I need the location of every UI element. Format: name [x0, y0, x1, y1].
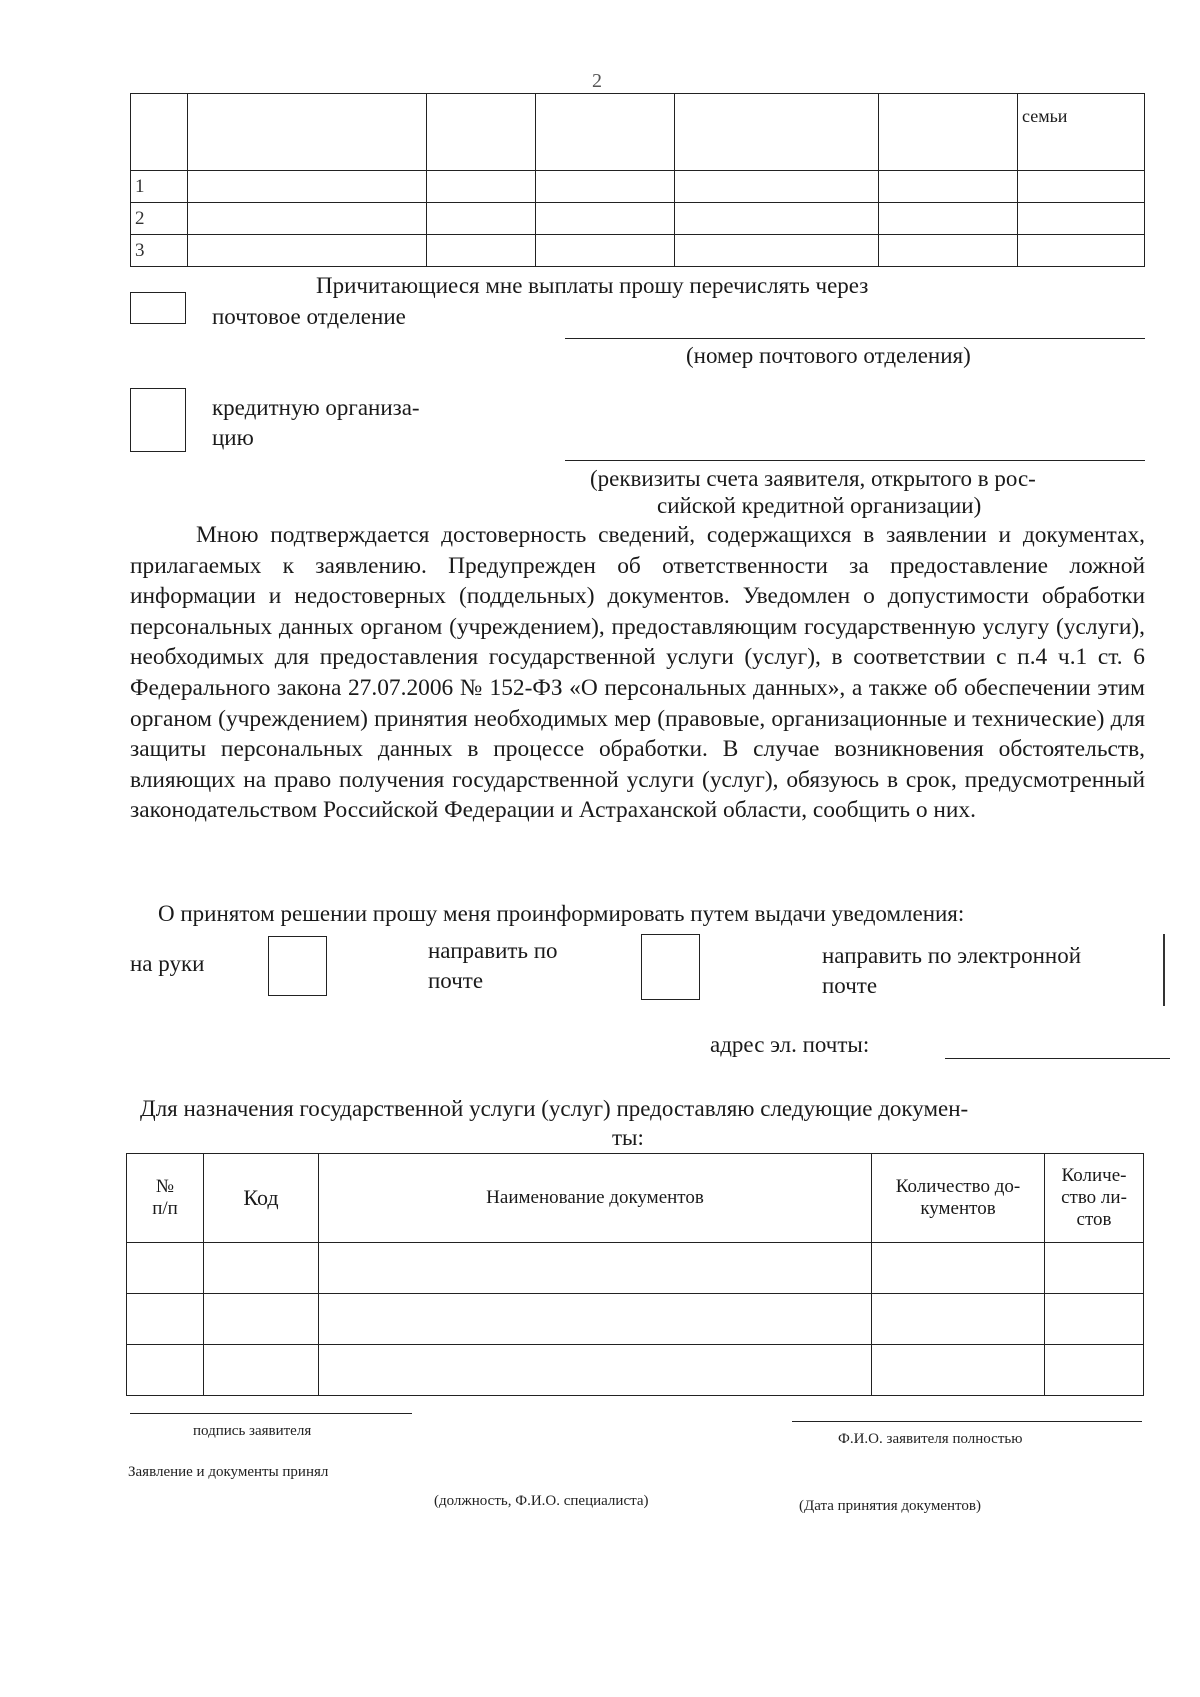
column-header-sheet-count: Количе- ство ли- стов [1045, 1154, 1144, 1243]
table-row [131, 235, 1145, 267]
row-number: 1 [131, 171, 188, 203]
table-row [131, 203, 1145, 235]
column-header-code: Код [204, 1154, 319, 1243]
table-row [127, 1243, 1144, 1294]
column-header-name: Наименование документов [319, 1154, 872, 1243]
email-address-label: адрес эл. почты: [710, 1032, 870, 1057]
documents-intro-line2: ты: [612, 1125, 644, 1150]
email-checkbox-edge [1163, 934, 1165, 1006]
documents-table [126, 1153, 1144, 1396]
mail-delivery-label-line1: направить по [428, 938, 558, 963]
credit-org-checkbox[interactable] [130, 388, 186, 452]
column-header-doc-count: Количество до- кументов [872, 1154, 1045, 1243]
table-row [127, 1294, 1144, 1345]
applicant-name-caption: Ф.И.О. заявителя полностью [838, 1431, 1023, 1447]
row-number: 3 [131, 235, 188, 267]
table-header-row [127, 1154, 1144, 1243]
accepted-by-label: Заявление и документы принял [128, 1464, 329, 1480]
email-address-field[interactable] [945, 1058, 1170, 1059]
page-number: 2 [592, 70, 602, 92]
notification-intro: О принятом решении прошу меня проинформировать путем выдачи уведомления: [158, 901, 965, 926]
applicant-signature-caption: подпись заявителя [193, 1423, 312, 1439]
mail-delivery-checkbox[interactable] [641, 934, 700, 1000]
bank-details-field[interactable] [565, 460, 1145, 461]
specialist-caption: (должность, Ф.И.О. специалиста) [434, 1493, 649, 1509]
hand-delivery-label: на руки [130, 951, 205, 976]
family-members-table [130, 93, 1145, 267]
table-header-row [131, 94, 1145, 171]
applicant-name-line[interactable] [792, 1421, 1142, 1422]
column-header-number: № п/п [127, 1154, 204, 1243]
post-office-caption: (номер почтового отделения) [686, 343, 971, 368]
declaration-paragraph: Мною подтверждается достоверность сведений, содержащихся в заявлении и документах, прилагаемых к заявлению. Предупрежден об ответственности за предоставление ложной информации и недостоверных (поддельных) документов. Уведомлен о допустимости обработки персональных данных органом (учреждением), предоставляющим государственную услугу (услуги), необходимых для предоставления государственной услуги (услуг), в соответствии с п.4 ч.1 ст. 6 Федерального закона 27.07.2006 № 152-ФЗ «О персональных данных», а также об обеспечении этим органом (учреждением) принятия необходимых мер (правовые, организационные и технические) для защиты персональных данных в процессе обработки. В случае возникновения обстоятельств, влияющих на право получения государственной услуги (услуг), обязуюсь в срок, предусмотренный законодательством Российской Федерации и Астраханской области, сообщить о них. [130, 522, 1145, 824]
payment-intro: Причитающиеся мне выплаты прошу перечислять через [316, 273, 869, 298]
documents-intro-line1: Для назначения государственной услуги (услуг) предоставляю следующие докумен- [140, 1096, 969, 1121]
table-row [127, 1345, 1144, 1396]
applicant-signature-line[interactable] [130, 1413, 412, 1414]
hand-delivery-checkbox[interactable] [268, 936, 327, 996]
post-office-checkbox[interactable] [130, 292, 186, 324]
mail-delivery-label-line2: почте [428, 968, 484, 993]
row-number: 2 [131, 203, 188, 235]
date-accepted-caption: (Дата принятия документов) [799, 1498, 981, 1514]
credit-org-label-line1: кредитную организа- [212, 395, 420, 420]
bank-caption-line1: (реквизиты счета заявителя, открытого в рос- [590, 466, 1036, 491]
bank-caption-line2: сийской кредитной организации) [657, 493, 982, 518]
credit-org-label-line2: цию [212, 425, 254, 450]
email-delivery-label-line1: направить по электронной [822, 943, 1082, 968]
column-header-family: семьи [1018, 94, 1145, 171]
email-delivery-label-line2: почте [822, 973, 878, 998]
table-row [131, 171, 1145, 203]
post-office-number-field[interactable] [565, 338, 1145, 339]
post-office-label: почтовое отделение [212, 304, 406, 329]
